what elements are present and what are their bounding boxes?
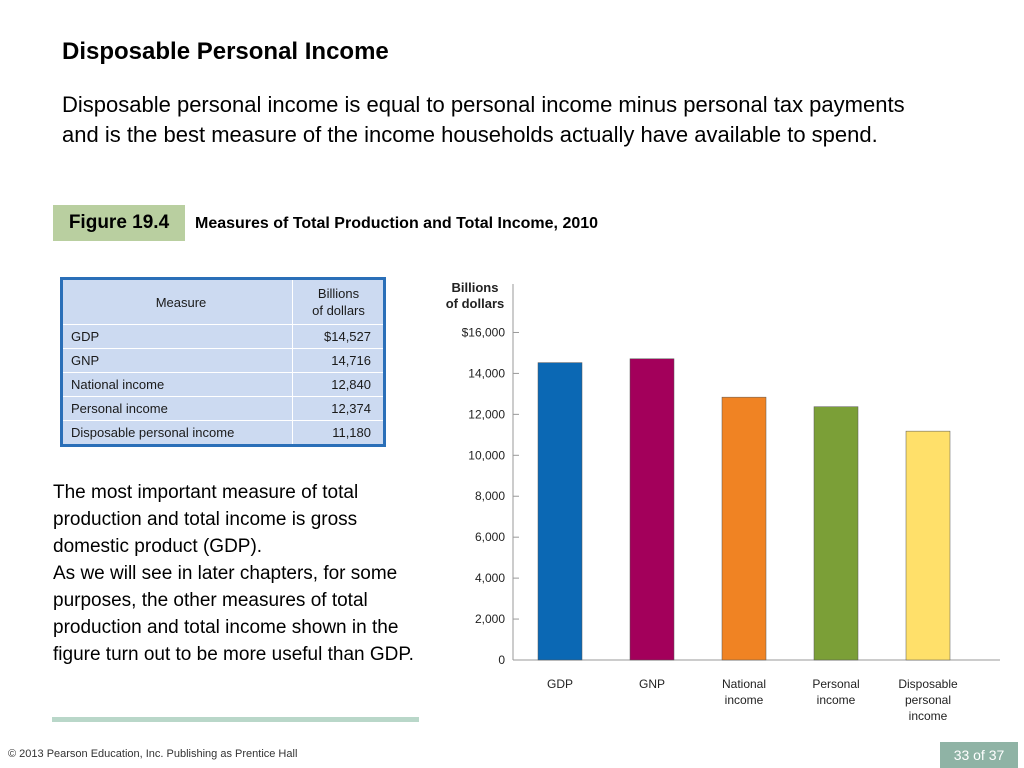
table-row (62, 421, 385, 446)
y-tick-label: 8,000 (474, 489, 505, 504)
table-cell-value: $14,527 (293, 325, 385, 349)
table-cell-measure: Personal income (62, 397, 293, 421)
table-row (62, 325, 385, 349)
y-tick-label: $16,000 (461, 325, 505, 340)
table-cell-measure: National income (62, 373, 293, 397)
y-tick-label: 2,000 (474, 612, 505, 627)
y-tick-label: 10,000 (468, 448, 505, 463)
bar-chart (430, 270, 1010, 735)
x-category-label: GNP (638, 677, 666, 691)
slide-title: Disposable Personal Income (62, 38, 389, 65)
bar (722, 397, 766, 660)
table-cell-measure: GNP (62, 349, 293, 373)
copyright-footer: © 2013 Pearson Education, Inc. Publishing as Prentice Hall (8, 748, 298, 760)
bar (814, 407, 858, 660)
x-category-label: Disposable personal income (898, 677, 958, 723)
body-paragraph: The most important measure of total production and total income is gross domestic product (GDP). (53, 482, 359, 557)
separator-bar (52, 717, 419, 722)
intro-text: Disposable personal income is equal to personal income minus personal tax payments and is the best measure of the income households actually have available to spend. (62, 92, 905, 147)
table-cell-value: 11,180 (293, 421, 385, 446)
body-text (53, 479, 423, 668)
table-row (62, 349, 385, 373)
table-cell-value: 12,840 (293, 373, 385, 397)
measures-table (60, 277, 386, 447)
bar (906, 431, 950, 660)
table-header-row (62, 279, 385, 325)
y-tick-label: 6,000 (474, 530, 505, 545)
column-header-measure: Measure (62, 279, 293, 325)
bar (630, 359, 674, 660)
table-row (62, 373, 385, 397)
x-category-label: National income (721, 677, 767, 707)
figure-label: Figure 19.4 (53, 205, 185, 241)
y-tick-label: 0 (498, 653, 505, 667)
y-tick-label: 4,000 (474, 571, 505, 586)
body-paragraph: As we will see in later chapters, for some purposes, the other measures of total production and total income shown in the figure turn out to be more useful than GDP. (53, 563, 414, 665)
x-category-label: GDP (546, 677, 574, 691)
bar (538, 363, 582, 660)
y-tick-label: 14,000 (468, 366, 505, 381)
table-cell-value: 12,374 (293, 397, 385, 421)
page-indicator: 33 of 37 (940, 742, 1018, 768)
y-tick-label: 12,000 (468, 407, 505, 422)
table-cell-measure: Disposable personal income (71, 425, 235, 440)
table-row (62, 397, 385, 421)
figure-title: Measures of Total Production and Total Income, 2010 (195, 215, 599, 232)
table-cell-value: 14,716 (293, 349, 385, 373)
column-header-billions: Billions of dollars (293, 279, 385, 325)
y-axis-label: Billions of dollars (445, 280, 505, 311)
table-cell-measure: GDP (62, 325, 293, 349)
x-category-label: Personal income (812, 677, 860, 707)
